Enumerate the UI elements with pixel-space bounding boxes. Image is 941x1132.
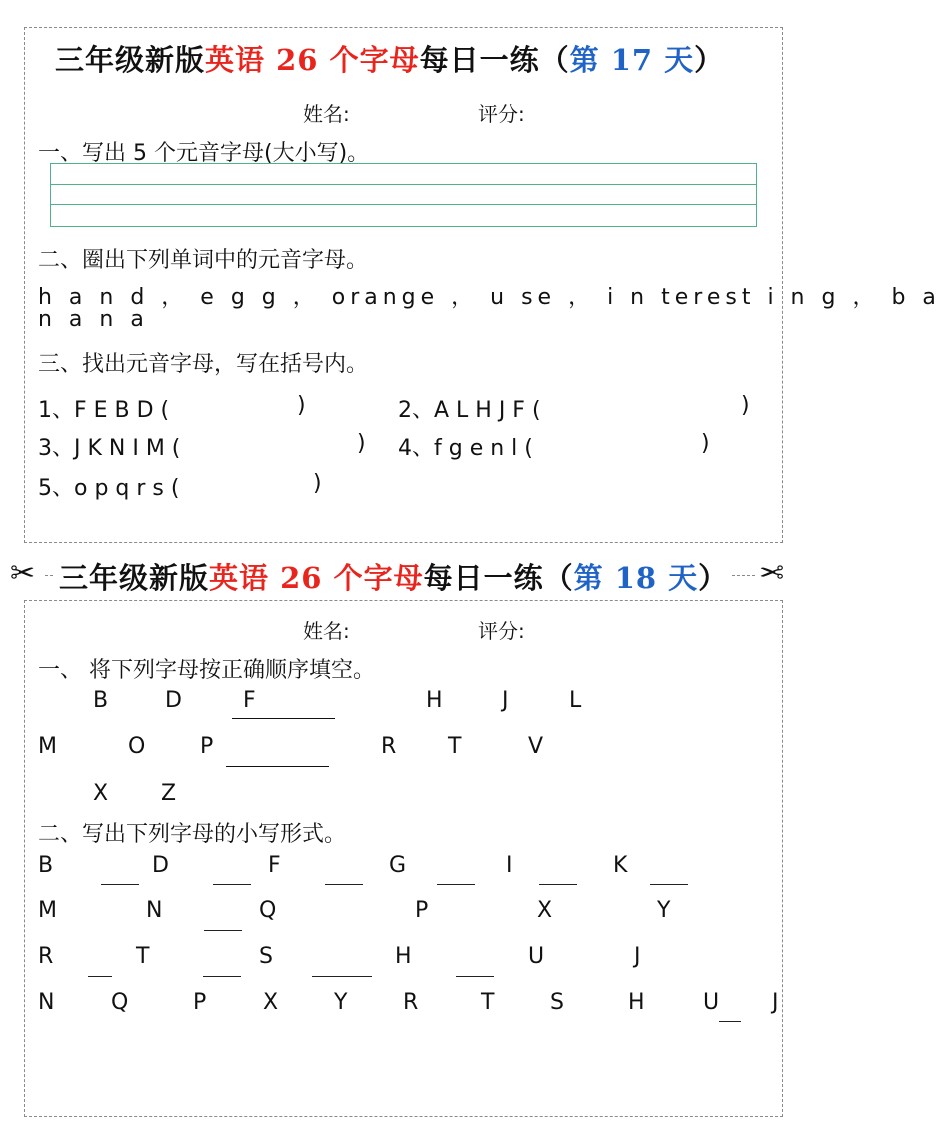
title-prefix: 三年级新版	[55, 43, 206, 77]
name-label: 姓名:	[303, 619, 350, 643]
question-1: 一、写出 5 个元音字母(大小写)。	[38, 141, 370, 166]
letter: F	[243, 688, 256, 713]
letter: H	[395, 944, 412, 969]
letter: J	[634, 944, 641, 969]
name-label: 姓名:	[303, 102, 350, 126]
letter: T	[448, 734, 462, 759]
writing-line	[51, 204, 756, 205]
letter: R	[403, 990, 419, 1015]
item-2: 2、A L H J F (	[398, 398, 541, 423]
letter: N	[38, 990, 55, 1015]
answer-blank[interactable]	[232, 718, 335, 719]
letter: V	[528, 734, 544, 759]
letter: K	[613, 853, 628, 878]
writing-line	[51, 184, 756, 185]
title-day: 第 17 天	[569, 43, 695, 77]
letter: S	[259, 944, 273, 969]
letter: H	[628, 990, 645, 1015]
letter: J	[772, 990, 779, 1015]
letter: R	[38, 944, 54, 969]
title-highlight: 英语 26 个字母	[209, 561, 424, 595]
answer-blank[interactable]	[101, 884, 139, 885]
letter: X	[537, 898, 553, 923]
letter: D	[152, 853, 169, 878]
score-label: 评分:	[478, 102, 525, 126]
letter: Y	[334, 990, 348, 1015]
letter: N	[146, 898, 163, 923]
writing-area[interactable]	[50, 163, 757, 227]
answer-blank[interactable]	[539, 884, 577, 885]
letter: P	[193, 990, 207, 1015]
scissors-icon-right: ✂	[759, 556, 785, 591]
letter: Y	[657, 898, 671, 923]
letter: G	[389, 853, 407, 878]
letter: B	[38, 853, 54, 878]
letter: Q	[111, 990, 129, 1015]
letter: T	[481, 990, 495, 1015]
scissors-icon-left: ✂	[10, 556, 36, 591]
letter: R	[381, 734, 397, 759]
letter: Z	[161, 781, 177, 806]
day18-title	[55, 556, 732, 597]
answer-blank[interactable]	[203, 976, 241, 977]
item-4-close: )	[701, 431, 710, 456]
item-1: 1、F E B D (	[38, 398, 170, 423]
question-2: 二、写出下列字母的小写形式。	[38, 822, 347, 847]
letter: M	[38, 898, 57, 923]
answer-blank[interactable]	[312, 976, 372, 977]
item-2-close: )	[741, 393, 750, 418]
score-label: 评分:	[478, 619, 525, 643]
answer-blank[interactable]	[204, 930, 242, 931]
question-3: 三、找出元音字母，写在括号内。	[38, 352, 369, 377]
word-list-continued: n a n a	[38, 307, 149, 332]
item-4: 4、f g e n l (	[398, 436, 533, 461]
item-3: 3、J K N I M (	[38, 436, 181, 461]
item-5-close: )	[313, 471, 322, 496]
day17-title	[55, 38, 724, 79]
answer-blank[interactable]	[325, 884, 363, 885]
letter: F	[268, 853, 281, 878]
answer-blank[interactable]	[650, 884, 688, 885]
title-middle: 每日一练（	[423, 561, 574, 595]
title-prefix: 三年级新版	[59, 561, 210, 595]
letter: P	[200, 734, 214, 759]
item-1-close: )	[297, 393, 306, 418]
item-5: 5、o p q r s (	[38, 476, 180, 501]
answer-blank[interactable]	[719, 1021, 741, 1022]
letter: M	[38, 734, 57, 759]
letter: U	[703, 990, 720, 1015]
answer-blank[interactable]	[437, 884, 475, 885]
answer-blank[interactable]	[226, 766, 329, 767]
letter: D	[165, 688, 182, 713]
title-close: ）	[694, 43, 725, 77]
letter: P	[415, 898, 429, 923]
letter: B	[93, 688, 109, 713]
word-list: h a n d ， e g g ， orange ， u se ， i n terest i n g ， b a	[38, 285, 941, 310]
title-middle: 每日一练（	[419, 43, 570, 77]
letter: X	[93, 781, 109, 806]
answer-blank[interactable]	[88, 976, 112, 977]
letter: U	[528, 944, 545, 969]
letter: H	[426, 688, 443, 713]
letter: J	[502, 688, 509, 713]
letter: X	[263, 990, 279, 1015]
item-3-close: )	[357, 431, 366, 456]
letter: O	[128, 734, 146, 759]
letter: I	[506, 853, 513, 878]
letter: Q	[259, 898, 277, 923]
letter: S	[550, 990, 564, 1015]
title-day: 第 18 天	[573, 561, 699, 595]
title-close: ）	[698, 561, 729, 595]
answer-blank[interactable]	[456, 976, 494, 977]
title-highlight: 英语 26 个字母	[205, 43, 420, 77]
question-2: 二、圈出下列单词中的元音字母。	[38, 248, 369, 273]
question-1: 一、 将下列字母按正确顺序填空。	[38, 658, 375, 683]
letter: T	[136, 944, 150, 969]
letter: L	[569, 688, 582, 713]
answer-blank[interactable]	[213, 884, 251, 885]
